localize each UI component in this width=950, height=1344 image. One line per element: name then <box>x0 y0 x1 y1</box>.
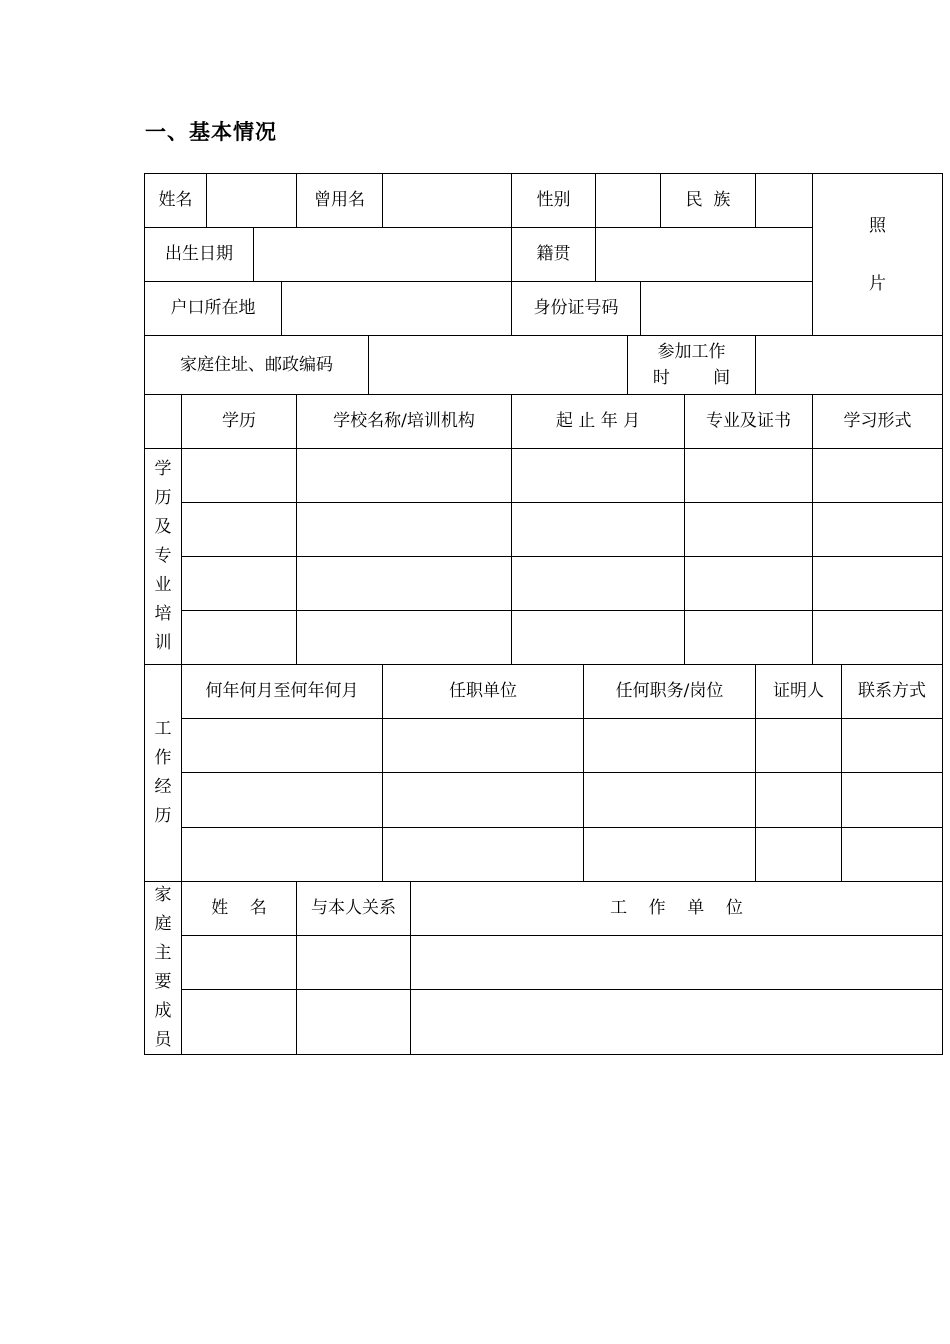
side-char: 成 <box>154 1001 172 1021</box>
hukou-field[interactable] <box>282 282 511 335</box>
work-row-3-position[interactable] <box>584 828 755 881</box>
education-row-3-degree[interactable] <box>182 557 296 610</box>
id-number-label: 身份证号码 <box>533 298 619 319</box>
table-bottom-border <box>144 1054 943 1055</box>
work-row-3-reference[interactable] <box>756 828 841 881</box>
family-row-2-workplace[interactable] <box>411 990 942 1054</box>
work-header-position: 任何职务/岗位 <box>615 681 724 702</box>
education-row-2-mode[interactable] <box>813 503 942 556</box>
family-row-2-relation[interactable] <box>297 990 410 1054</box>
work-start-label-line1: 参加工作 <box>657 342 726 362</box>
side-char: 历 <box>154 806 172 826</box>
native-place-field[interactable] <box>596 228 812 281</box>
side-char: 家 <box>154 885 172 905</box>
work-row-2-contact[interactable] <box>842 773 942 827</box>
former-name-label: 曾用名 <box>314 190 365 211</box>
education-row-4-school[interactable] <box>297 611 511 664</box>
work-row-2-period[interactable] <box>182 773 382 827</box>
section-title: 一、基本情况 <box>145 120 277 144</box>
work-header-contact: 联系方式 <box>858 681 926 702</box>
work-row-1-period[interactable] <box>182 719 382 772</box>
side-char: 训 <box>154 633 172 653</box>
work-row-1-reference[interactable] <box>756 719 841 772</box>
gender-label: 性别 <box>536 190 571 211</box>
address-field[interactable] <box>369 336 627 394</box>
education-row-2-major[interactable] <box>685 503 812 556</box>
former-name-field[interactable] <box>383 174 511 227</box>
work-start-label <box>628 336 755 394</box>
education-row-1-major[interactable] <box>685 449 812 502</box>
work-header-period: 何年何月至何年何月 <box>205 681 359 702</box>
work-row-2-employer[interactable] <box>383 773 583 827</box>
native-place-label: 籍贯 <box>536 244 571 265</box>
education-row-2-school[interactable] <box>297 503 511 556</box>
table-right-border <box>942 173 943 1055</box>
education-header-major: 专业及证书 <box>706 411 791 432</box>
work-row-3-contact[interactable] <box>842 828 942 881</box>
education-row-3-major[interactable] <box>685 557 812 610</box>
work-row-3-employer[interactable] <box>383 828 583 881</box>
work-start-field[interactable] <box>756 336 942 394</box>
hukou-label: 户口所在地 <box>170 298 256 319</box>
birth-date-label: 出生日期 <box>165 244 233 265</box>
family-header-name: 姓 名 <box>211 898 267 919</box>
side-char: 业 <box>154 575 172 595</box>
education-row-2-period[interactable] <box>512 503 684 556</box>
education-row-4-period[interactable] <box>512 611 684 664</box>
family-header-relation: 与本人关系 <box>311 898 396 919</box>
education-row-1-period[interactable] <box>512 449 684 502</box>
education-header-school: 学校名称/培训机构 <box>333 411 475 432</box>
education-row-3-school[interactable] <box>297 557 511 610</box>
side-char: 培 <box>154 604 172 624</box>
id-number-field[interactable] <box>641 282 812 335</box>
name-field[interactable] <box>207 174 296 227</box>
work-row-1-position[interactable] <box>584 719 755 772</box>
birth-date-field[interactable] <box>254 228 511 281</box>
side-char: 主 <box>154 943 172 963</box>
family-header-workplace: 工 作 单 位 <box>610 898 743 919</box>
family-row-1-name[interactable] <box>182 936 296 989</box>
family-side-label <box>145 882 181 1054</box>
education-row-1-mode[interactable] <box>813 449 942 502</box>
education-row-4-major[interactable] <box>685 611 812 664</box>
side-char: 工 <box>154 719 172 739</box>
side-char: 历 <box>154 488 172 508</box>
work-row-2-position[interactable] <box>584 773 755 827</box>
education-header-mode: 学习形式 <box>843 411 912 432</box>
work-start-label-line2: 时 间 <box>652 368 731 388</box>
name-label: 姓名 <box>158 190 193 211</box>
work-header-employer: 任职单位 <box>449 681 517 702</box>
education-row-4-degree[interactable] <box>182 611 296 664</box>
education-row-3-mode[interactable] <box>813 557 942 610</box>
side-char: 庭 <box>154 914 172 934</box>
ethnicity-field[interactable] <box>756 174 812 227</box>
address-label: 家庭住址、邮政编码 <box>180 354 333 375</box>
gender-field[interactable] <box>596 174 660 227</box>
work-row-1-employer[interactable] <box>383 719 583 772</box>
work-row-1-contact[interactable] <box>842 719 942 772</box>
side-char: 专 <box>154 546 172 566</box>
family-row-1-relation[interactable] <box>297 936 410 989</box>
education-row-3-period[interactable] <box>512 557 684 610</box>
work-row-3-period[interactable] <box>182 828 382 881</box>
education-side-label <box>145 449 181 664</box>
education-row-1-school[interactable] <box>297 449 511 502</box>
ethnicity-label: 民 族 <box>685 190 731 211</box>
education-row-2-degree[interactable] <box>182 503 296 556</box>
work-header-reference: 证明人 <box>773 681 824 702</box>
side-char: 作 <box>154 748 172 768</box>
education-row-1-degree[interactable] <box>182 449 296 502</box>
photo-box[interactable] <box>813 174 942 335</box>
education-row-4-mode[interactable] <box>813 611 942 664</box>
family-row-2-name[interactable] <box>182 990 296 1054</box>
work-side-label <box>145 665 181 881</box>
photo-label: 片 <box>869 273 886 294</box>
side-char: 学 <box>154 459 172 479</box>
education-header-degree: 学历 <box>222 411 256 432</box>
education-header-period: 起 止 年 月 <box>555 411 641 432</box>
family-row-1-workplace[interactable] <box>411 936 942 989</box>
side-char: 及 <box>154 517 172 537</box>
photo-label: 照 <box>869 215 886 236</box>
side-char: 经 <box>154 777 172 797</box>
work-row-2-reference[interactable] <box>756 773 841 827</box>
side-char: 员 <box>154 1030 172 1050</box>
side-char: 要 <box>154 972 172 992</box>
